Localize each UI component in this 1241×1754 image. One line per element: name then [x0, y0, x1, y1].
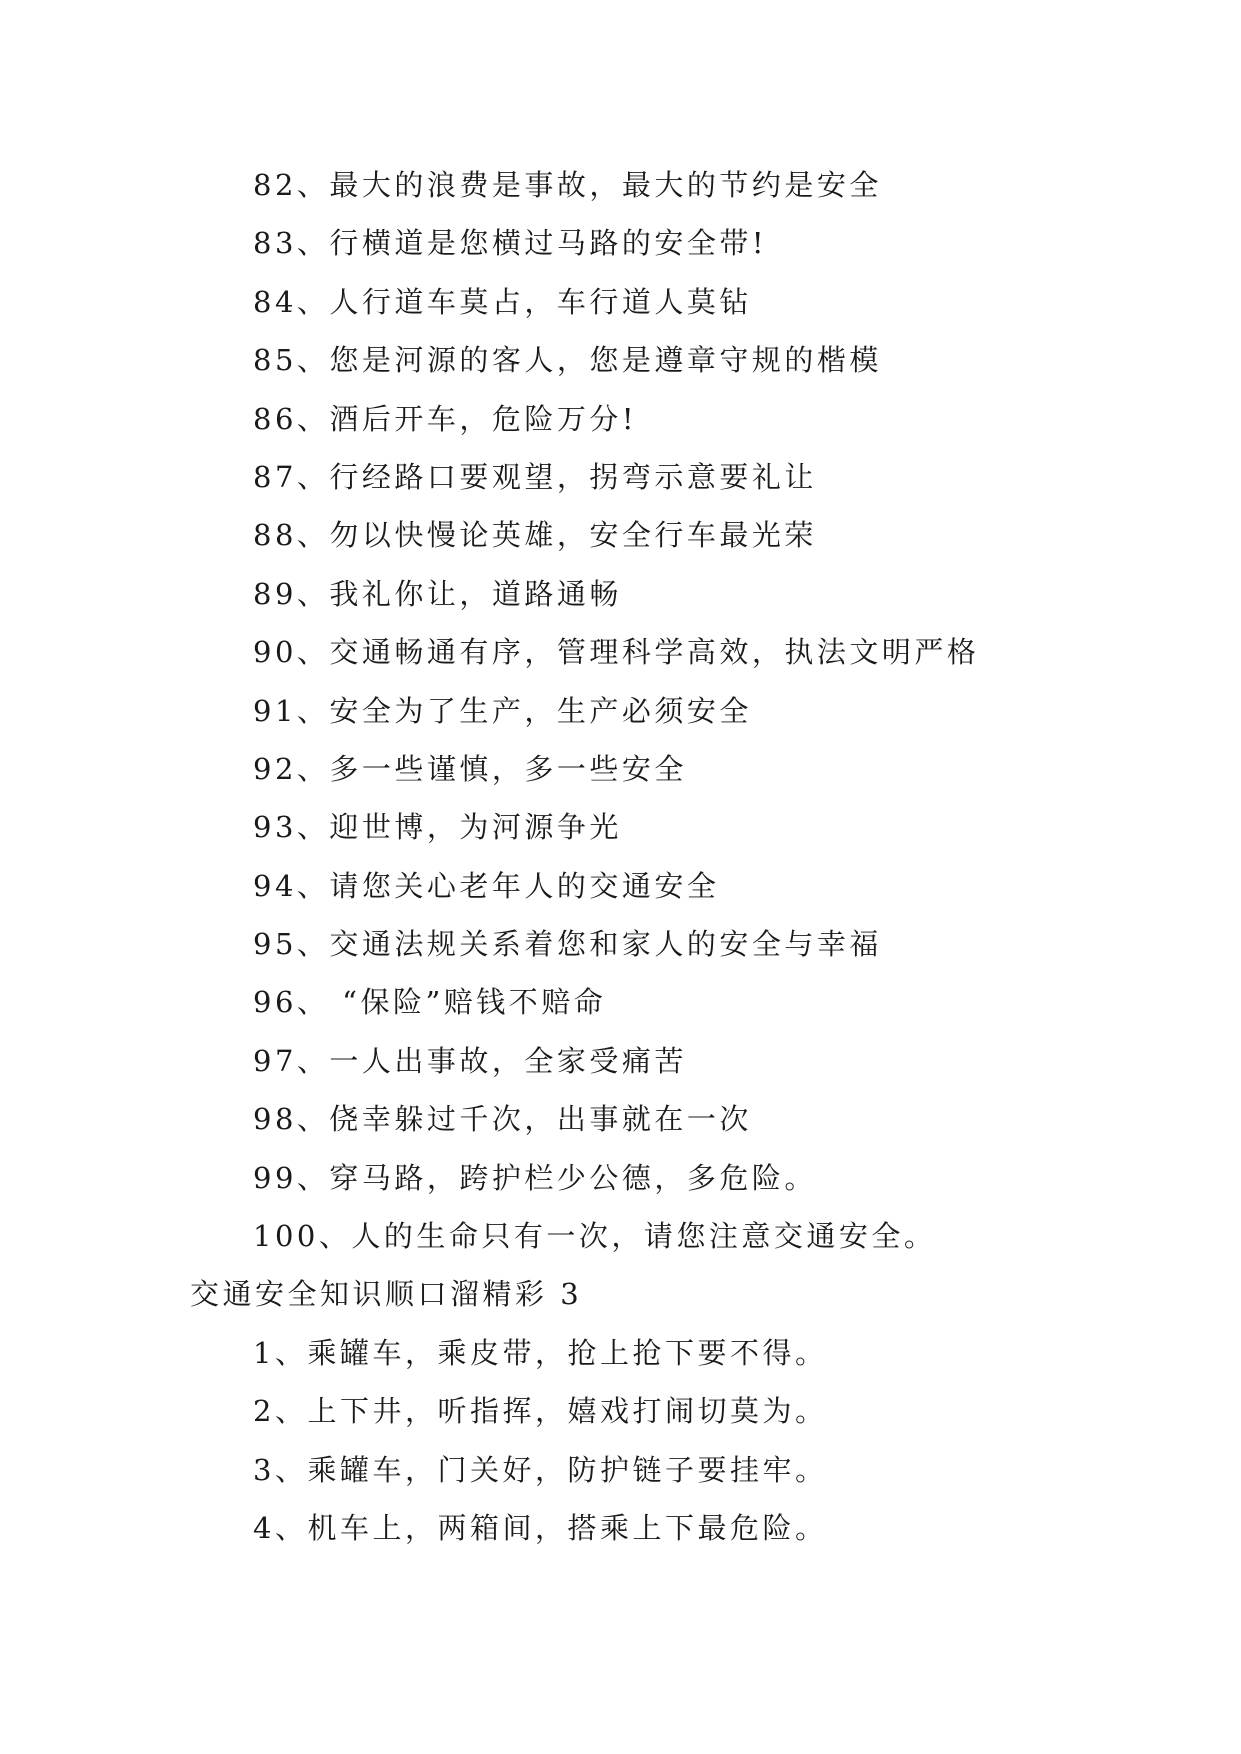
slogan-97: 97、一人出事故，全家受痛苦 [253, 1043, 687, 1078]
slogan-87: 87、行经路口要观望，拐弯示意要礼让 [253, 459, 817, 494]
slogan-95: 95、交通法规关系着您和家人的安全与幸福 [253, 927, 882, 962]
slogan-98: 98、侥幸躲过千次，出事就在一次 [253, 1102, 752, 1137]
slogan-89: 89、我礼你让，道路通畅 [253, 576, 622, 611]
slogan-96: 96、 “保险”赔钱不赔命 [253, 985, 607, 1020]
slogan-100: 100、人的生命只有一次，请您注意交通安全。 [253, 1219, 937, 1254]
slogan-90: 90、交通畅通有序，管理科学高效，执法文明严格 [253, 635, 980, 670]
slogan-92: 92、多一些谨慎，多一些安全 [253, 751, 687, 786]
slogan-82: 82、最大的浪费是事故，最大的节约是安全 [253, 168, 882, 202]
slogan-93: 93、迎世博，为河源争光 [253, 810, 622, 845]
slogan-84: 84、人行道车莫占，车行道人莫钻 [253, 284, 752, 319]
rhyme-1: 1、乘罐车，乘皮带，抢上抢下要不得。 [253, 1335, 828, 1370]
slogan-86: 86、酒后开车，危险万分! [253, 401, 638, 436]
section-heading: 交通安全知识顺口溜精彩 3 [190, 1277, 583, 1312]
slogan-85: 85、您是河源的客人，您是遵章守规的楷模 [253, 343, 882, 378]
slogan-83: 83、行横道是您横过马路的安全带! [253, 226, 768, 261]
slogan-91: 91、安全为了生产，生产必须安全 [253, 693, 752, 728]
rhyme-4: 4、机车上，两箱间，搭乘上下最危险。 [253, 1510, 828, 1545]
rhyme-2: 2、上下井，听指挥，嬉戏打闹切莫为。 [253, 1394, 828, 1429]
rhyme-3: 3、乘罐车，门关好，防护链子要挂牢。 [253, 1452, 828, 1487]
document-body [0, 156, 1241, 1557]
slogan-88: 88、勿以快慢论英雄，安全行车最光荣 [253, 518, 817, 553]
slogan-99: 99、穿马路，跨护栏少公德，多危险。 [253, 1160, 817, 1195]
slogan-94: 94、请您关心老年人的交通安全 [253, 868, 720, 903]
